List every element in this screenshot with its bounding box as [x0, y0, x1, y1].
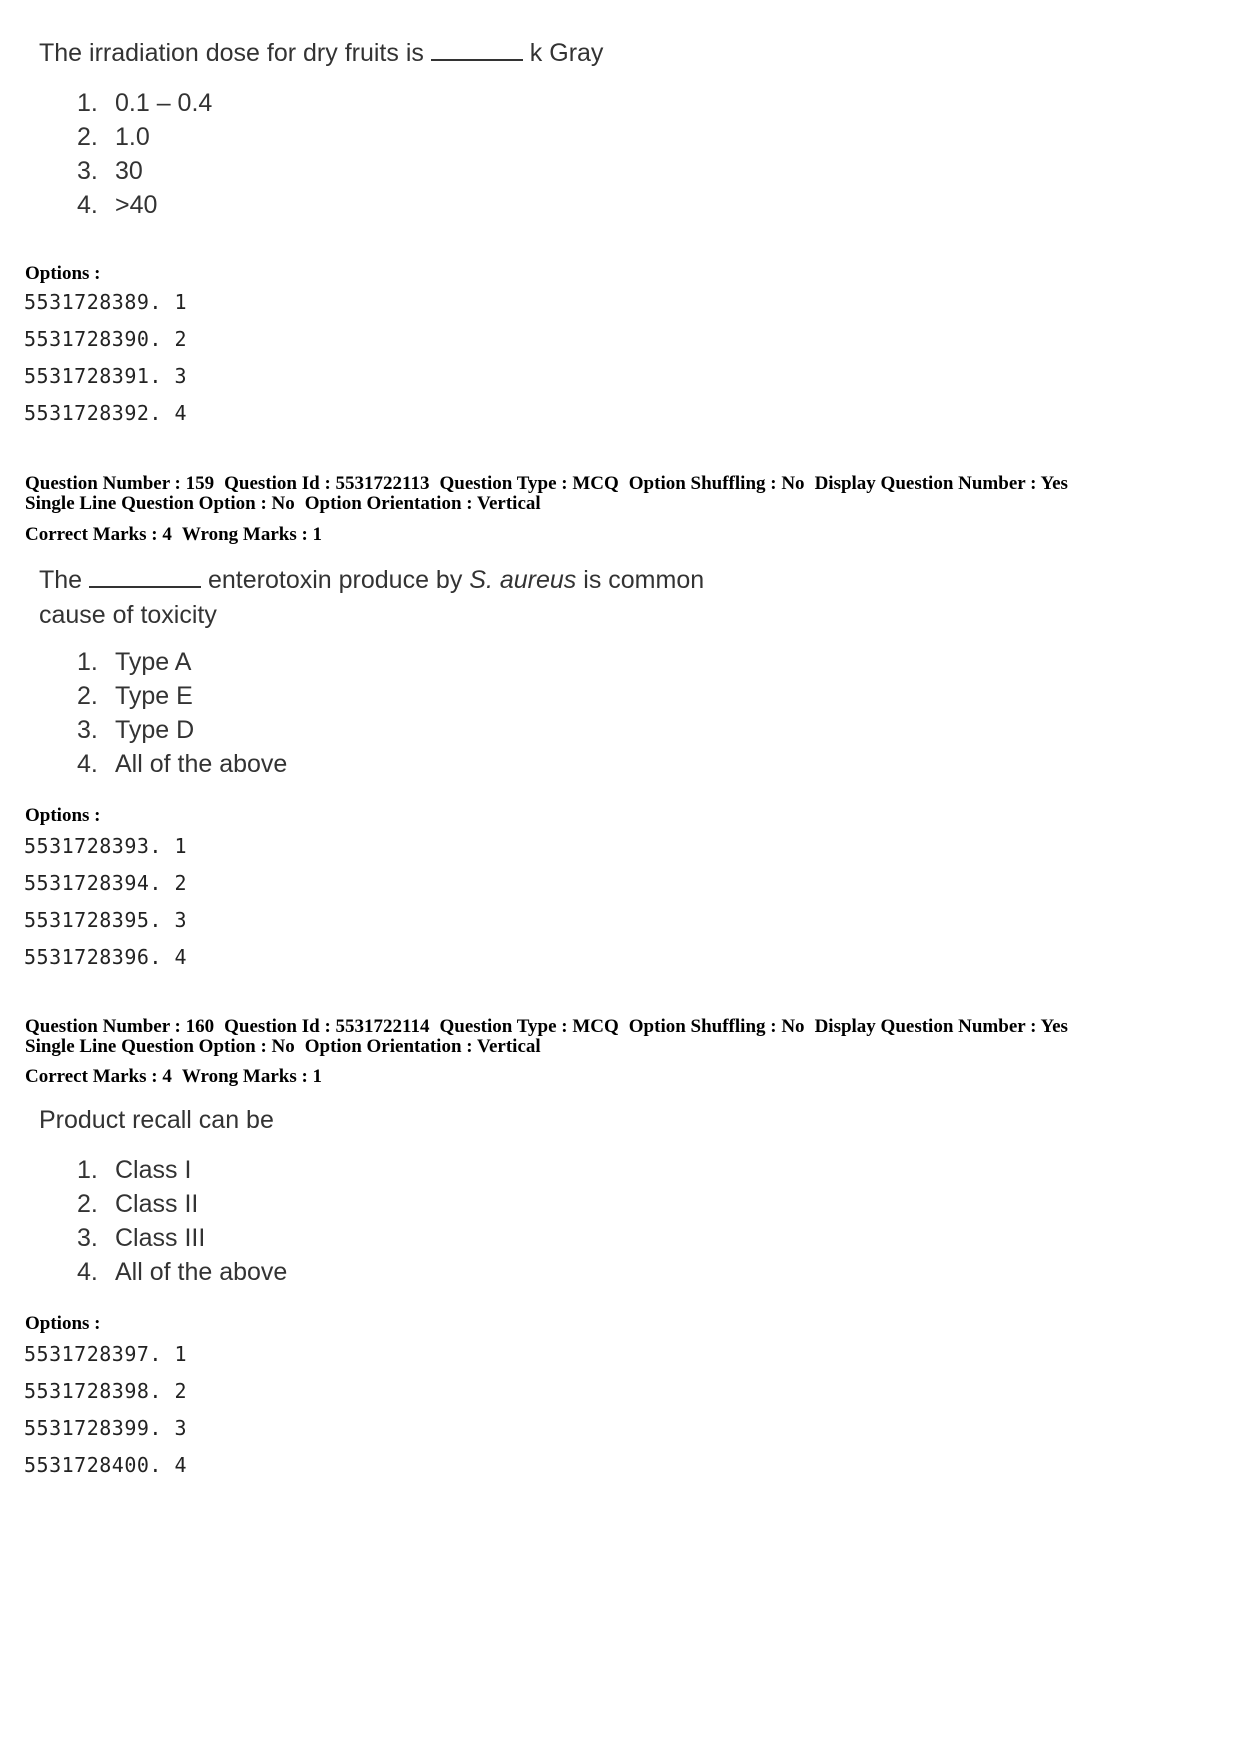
- question-text-part: The irradiation dose for dry fruits is: [39, 39, 424, 67]
- species-name: S. aureus: [469, 566, 577, 594]
- blank-line: [431, 37, 523, 61]
- choice-list: [77, 86, 603, 222]
- choice-item: 4. All of the above: [77, 1258, 288, 1286]
- question-id: Question Id : 5531722114: [224, 1016, 430, 1037]
- question-image-2: [25, 563, 704, 781]
- option-row: 5531728392. 4: [24, 401, 188, 425]
- blank-line: [89, 564, 201, 588]
- question-text-part: k Gray: [529, 39, 604, 67]
- marks-line: [25, 1066, 332, 1088]
- option-shuffling: Option Shuffling : No: [628, 473, 805, 494]
- choice-item: 2. Class II: [77, 1190, 199, 1218]
- choice-item: 3. Type D: [77, 716, 195, 744]
- correct-marks: Correct Marks : 4: [25, 1066, 172, 1087]
- option-orientation: Option Orientation : Vertical: [304, 1036, 541, 1057]
- option-row: 5531728398. 2: [24, 1379, 188, 1403]
- option-row: 5531728390. 2: [24, 327, 188, 351]
- options-label: Options :: [25, 805, 101, 826]
- question-meta: [25, 1017, 1078, 1057]
- option-row: 5531728394. 2: [24, 871, 188, 895]
- option-row: 5531728395. 3: [24, 908, 188, 932]
- choice-list: [77, 1153, 287, 1289]
- question-type: Question Type : MCQ: [439, 473, 619, 494]
- question-image-3: [25, 1103, 287, 1289]
- correct-marks: Correct Marks : 4: [25, 524, 172, 545]
- choice-item: 3. 30: [77, 157, 143, 185]
- option-row: 5531728389. 1: [24, 290, 188, 314]
- display-question-number: Display Question Number : Yes: [814, 473, 1068, 494]
- option-row: 5531728391. 3: [24, 364, 188, 388]
- option-row: 5531728397. 1: [24, 1342, 188, 1366]
- question-text: [39, 36, 603, 71]
- option-row: 5531728396. 4: [24, 945, 188, 969]
- options-label: Options :: [25, 1313, 101, 1334]
- options-label: Options :: [25, 263, 101, 284]
- question-id: Question Id : 5531722113: [224, 473, 430, 494]
- question-image-1: [25, 36, 603, 222]
- option-row: 5531728400. 4: [24, 1453, 188, 1477]
- single-line-option: Single Line Question Option : No: [25, 493, 295, 514]
- choice-item: 3. Class III: [77, 1224, 206, 1252]
- question-meta: [25, 474, 1078, 514]
- marks-line: [25, 524, 332, 546]
- option-shuffling: Option Shuffling : No: [628, 1016, 805, 1037]
- option-row: 5531728393. 1: [24, 834, 188, 858]
- display-question-number: Display Question Number : Yes: [814, 1016, 1068, 1037]
- choice-item: 1. Class I: [77, 1156, 192, 1184]
- single-line-option: Single Line Question Option : No: [25, 1036, 295, 1057]
- question-text: The enterotoxin produce by S. aureus is common cause of toxicity: [39, 566, 705, 629]
- question-number: Question Number : 160: [25, 1016, 215, 1037]
- choice-item: 2. Type E: [77, 682, 193, 710]
- wrong-marks: Wrong Marks : 1: [181, 524, 323, 545]
- choice-item: 2. 1.0: [77, 123, 150, 151]
- choice-item: 1. 0.1 – 0.4: [77, 89, 213, 117]
- choice-list: [77, 645, 704, 781]
- option-orientation: Option Orientation : Vertical: [304, 493, 541, 514]
- choice-item: 1. Type A: [77, 648, 192, 676]
- choice-item: 4. >40: [77, 191, 158, 219]
- question-type: Question Type : MCQ: [439, 1016, 619, 1037]
- choice-item: 4. All of the above: [77, 750, 288, 778]
- wrong-marks: Wrong Marks : 1: [181, 1066, 323, 1087]
- question-text: Product recall can be: [39, 1106, 274, 1134]
- option-row: 5531728399. 3: [24, 1416, 188, 1440]
- question-number: Question Number : 159: [25, 473, 215, 494]
